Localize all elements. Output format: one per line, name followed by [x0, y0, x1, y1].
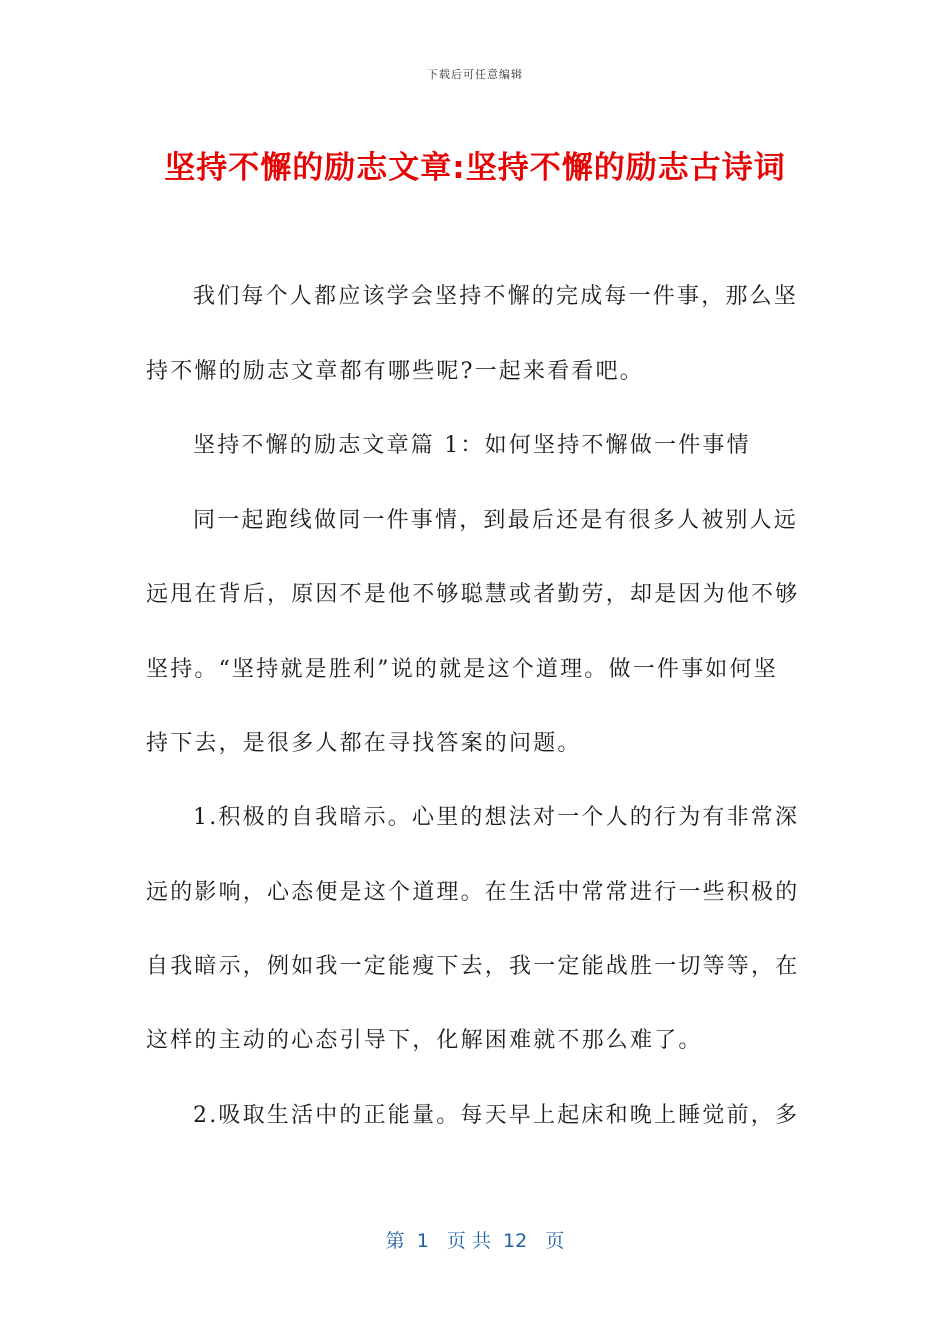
paragraph-line: 坚持。“坚持就是胜利”说的就是这个道理。做一件事如何坚 [146, 657, 778, 682]
page-footer: 第 1 页 共 12 页 [385, 1230, 565, 1252]
paragraph-line: 持不懈的励志文章都有哪些呢?一起来看看吧。 [146, 359, 644, 384]
document-title: 坚持不懈的励志文章:坚持不懈的励志古诗词 [164, 150, 786, 186]
section-heading: 坚持不懈的励志文章篇 1：如何坚持不懈做一件事情 [193, 433, 751, 458]
paragraph-line: 持下去，是很多人都在寻找答案的问题。 [146, 731, 582, 756]
paragraph-line: 自我暗示，例如我一定能瘦下去，我一定能战胜一切等等，在 [146, 954, 800, 979]
paragraph-line: 远甩在背后，原因不是他不够聪慧或者勤劳，却是因为他不够 [146, 582, 800, 607]
paragraph-line: 我们每个人都应该学会坚持不懈的完成每一件事，那么坚 [193, 284, 799, 309]
paragraph-line: 1.积极的自我暗示。心里的想法对一个人的行为有非常深 [193, 805, 800, 830]
paragraph-line: 2.吸取生活中的正能量。每天早上起床和晚上睡觉前，多 [193, 1103, 800, 1128]
paragraph-line: 这样的主动的心态引导下，化解困难就不那么难了。 [146, 1028, 703, 1053]
header-note: 下载后可任意编辑 [427, 68, 523, 81]
paragraph-line: 同一起跑线做同一件事情，到最后还是有很多人被别人远 [193, 508, 799, 533]
paragraph-line: 远的影响，心态便是这个道理。在生活中常常进行一些积极的 [146, 880, 800, 905]
